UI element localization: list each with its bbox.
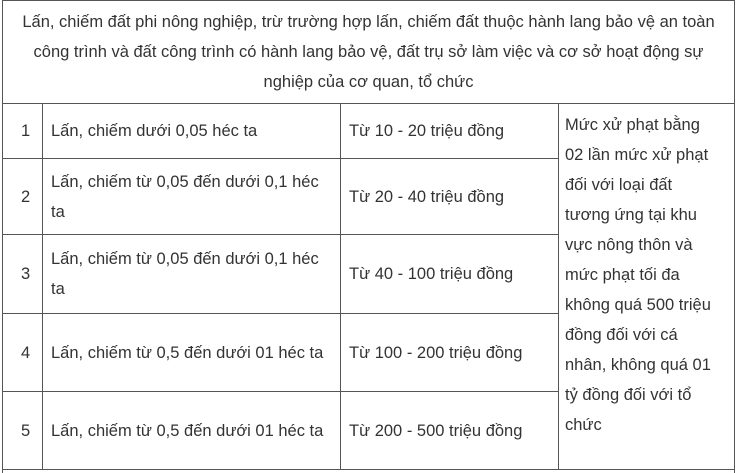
table-bottom-edge	[3, 470, 735, 473]
row-description: Lấn, chiếm từ 0,5 đến dưới 01 héc ta	[43, 392, 341, 470]
row-fine: Từ 200 - 500 triệu đồng	[341, 392, 559, 470]
fine-note: Mức xử phạt bằng 02 lần mức xử phạt đối với loại đất tương ứng tại khu vực nông thôn và mức phạt tối đa không quá 500 triệu đồng đối với cá nhân, không quá 01 tỷ đồng đối với tổ chức	[559, 104, 735, 470]
row-description: Lấn, chiếm từ 0,05 đến dưới 0,1 héc ta	[43, 159, 341, 235]
row-fine: Từ 10 - 20 triệu đồng	[341, 104, 559, 159]
row-fine: Từ 100 - 200 triệu đồng	[341, 314, 559, 392]
heading-row	[3, 1, 735, 104]
row-number: 2	[3, 159, 43, 235]
section-heading: Lấn, chiếm đất phi nông nghiệp, trừ trường hợp lấn, chiếm đất thuộc hành lang bảo vệ an toàn công trình và đất công trình có hành lang bảo vệ, đất trụ sở làm việc và cơ sở hoạt động sự nghiệp của cơ quan, tổ chức	[3, 1, 735, 104]
table-row	[3, 104, 735, 159]
row-description: Lấn, chiếm dưới 0,05 héc ta	[43, 104, 341, 159]
penalty-table	[2, 0, 735, 473]
table-edge-cell	[3, 470, 735, 473]
row-fine: Từ 20 - 40 triệu đồng	[341, 159, 559, 235]
row-number: 1	[3, 104, 43, 159]
row-number: 4	[3, 314, 43, 392]
row-fine: Từ 40 - 100 triệu đồng	[341, 235, 559, 314]
row-number: 3	[3, 235, 43, 314]
row-description: Lấn, chiếm từ 0,05 đến dưới 0,1 héc ta	[43, 235, 341, 314]
row-number: 5	[3, 392, 43, 470]
row-description: Lấn, chiếm từ 0,5 đến dưới 01 héc ta	[43, 314, 341, 392]
